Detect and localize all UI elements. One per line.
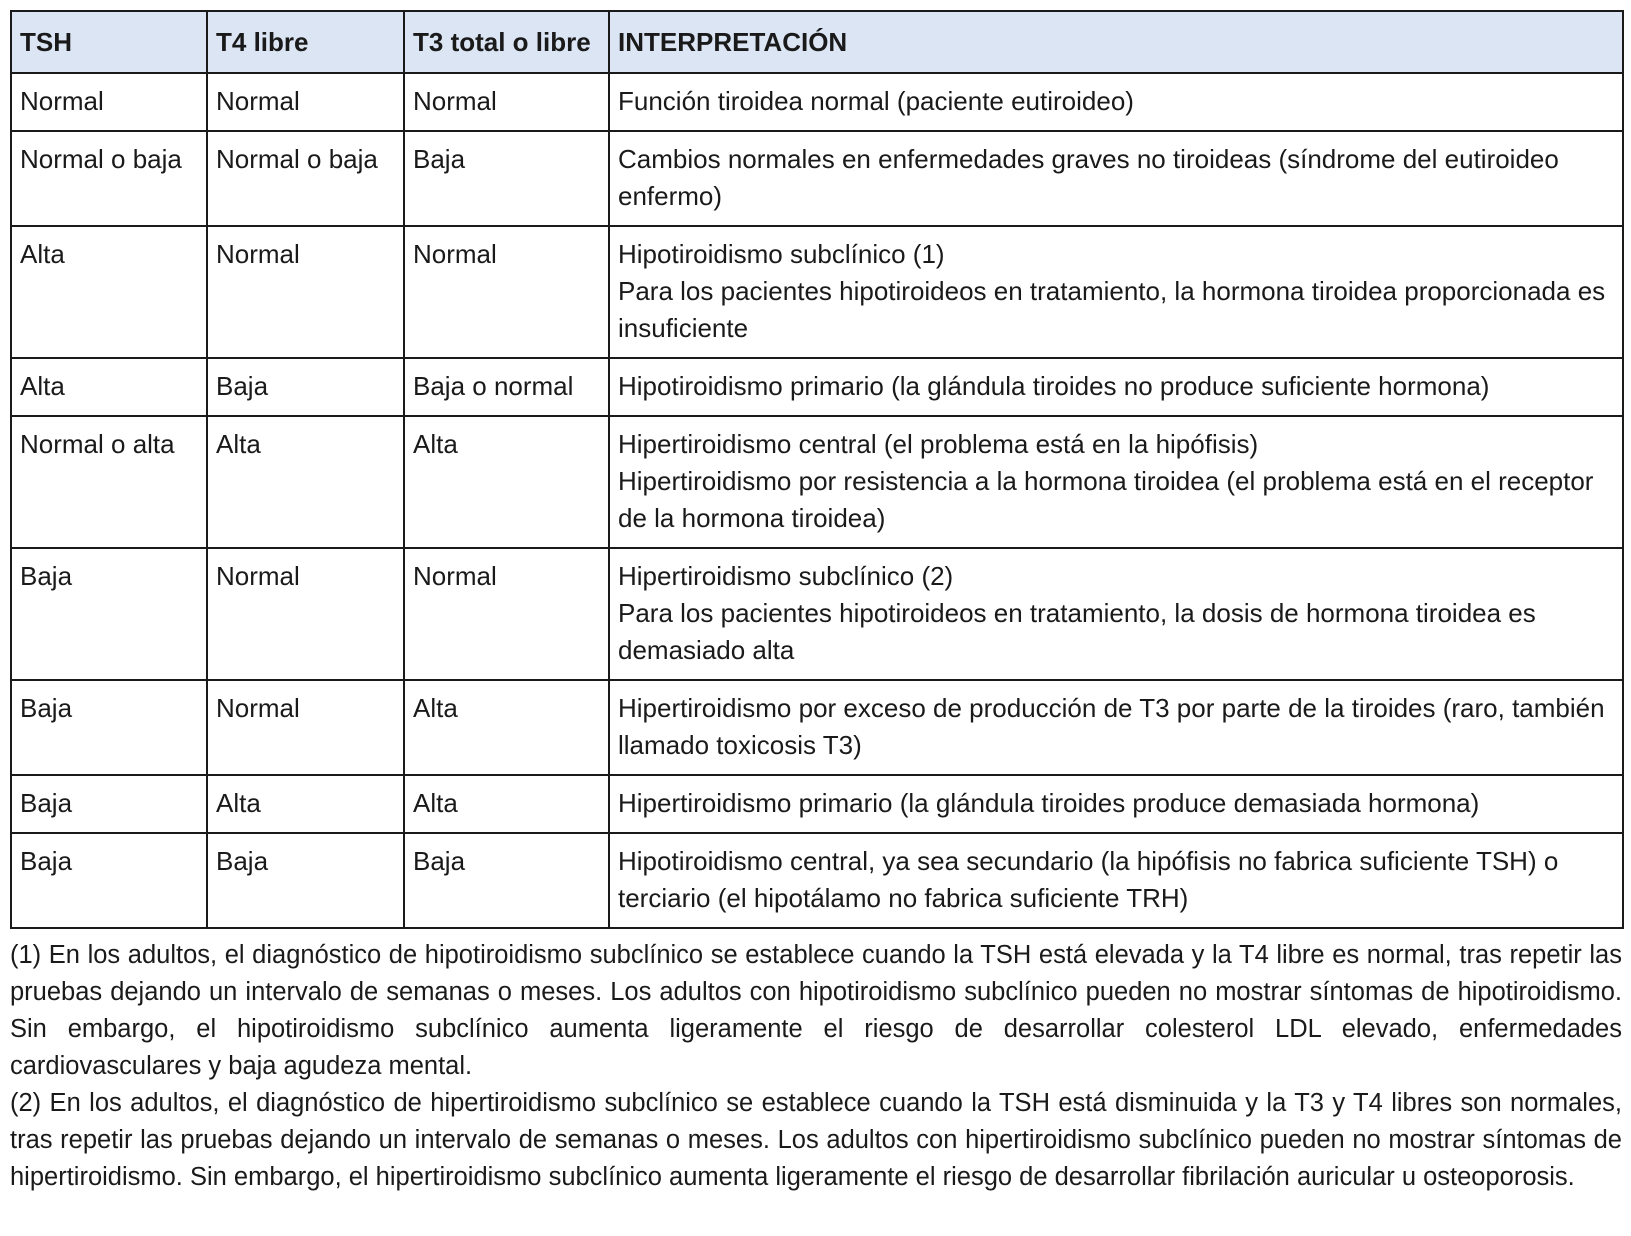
table-row [11,358,1623,416]
document-page [10,10,1622,1196]
cell-interpretation [609,226,1623,358]
interpretation-line: Función tiroidea normal (paciente eutiroideo) [618,86,1134,116]
table-row [11,73,1623,131]
cell-t3: Normal [404,73,609,131]
cell-t3: Normal [404,226,609,358]
cell-t4: Normal o baja [207,131,404,226]
cell-tsh: Normal [11,73,207,131]
header-t3-total-o-libre: T3 total o libre [404,11,609,73]
cell-interpretation [609,548,1623,680]
cell-tsh: Baja [11,833,207,928]
cell-interpretation [609,680,1623,775]
interpretation-line: Hipertiroidismo por resistencia a la hormona tiroidea (el problema está en el receptor de la hormona tiroidea) [618,466,1594,533]
cell-t4: Normal [207,226,404,358]
table-header-row [11,11,1623,73]
cell-t3: Alta [404,416,609,548]
cell-t4: Normal [207,680,404,775]
interpretation-line: Hipertiroidismo por exceso de producción de T3 por parte de la tiroides (raro, también llamado toxicosis T3) [618,693,1605,760]
table-row [11,226,1623,358]
interpretation-line: Para los pacientes hipotiroideos en tratamiento, la hormona tiroidea proporcionada es insuficiente [618,276,1606,343]
cell-t3: Baja o normal [404,358,609,416]
cell-t3: Normal [404,548,609,680]
thyroid-interpretation-table [10,10,1624,929]
cell-t3: Baja [404,131,609,226]
table-row [11,131,1623,226]
footnote-2: (2) En los adultos, el diagnóstico de hipertiroidismo subclínico se establece cuando la TSH está disminuida y la T3 y T4 libres son normales, tras repetir las pruebas dejando un intervalo de semanas o meses. Los adultos con hipertiroidismo subclínico pueden no mostrar síntomas de hipertiroidismo. Sin embargo, el hipertiroidismo subclínico aumenta ligeramente el riesgo de desarrollar fibrilación auricular u osteoporosis. [10,1089,1622,1191]
interpretation-line: Hipotiroidismo central, ya sea secundario (la hipófisis no fabrica suficiente TSH) o terciario (el hipotálamo no fabrica suficiente TRH) [618,846,1559,913]
cell-t4: Baja [207,358,404,416]
cell-tsh: Baja [11,775,207,833]
interpretation-line: Hipertiroidismo primario (la glándula tiroides produce demasiada hormona) [618,788,1480,818]
cell-interpretation [609,358,1623,416]
cell-t3: Alta [404,680,609,775]
cell-tsh: Alta [11,226,207,358]
interpretation-line: Hipotiroidismo subclínico (1) [618,239,945,269]
footnote-1: (1) En los adultos, el diagnóstico de hipotiroidismo subclínico se establece cuando la TSH está elevada y la T4 libre es normal, tras repetir las pruebas dejando un intervalo de semanas o meses. Los adultos con hipotiroidismo subclínico pueden no mostrar síntomas de hipotiroidismo. Sin embargo, el hipotiroidismo subclínico aumenta ligeramente el riesgo de desarrollar colesterol LDL elevado, enfermedades cardiovasculares y baja agudeza mental. [10,941,1622,1080]
cell-tsh: Alta [11,358,207,416]
interpretation-line: Hipertiroidismo subclínico (2) [618,561,954,591]
cell-tsh: Normal o baja [11,131,207,226]
interpretation-line: Hipertiroidismo central (el problema está en la hipófisis) [618,429,1259,459]
cell-t4: Baja [207,833,404,928]
table-row [11,548,1623,680]
cell-t4: Alta [207,775,404,833]
cell-interpretation [609,416,1623,548]
cell-interpretation [609,131,1623,226]
cell-tsh: Baja [11,680,207,775]
header-t4-libre: T4 libre [207,11,404,73]
cell-t4: Alta [207,416,404,548]
cell-t3: Alta [404,775,609,833]
cell-t3: Baja [404,833,609,928]
cell-tsh: Normal o alta [11,416,207,548]
table-row [11,833,1623,928]
footnotes [10,937,1622,1196]
cell-interpretation [609,775,1623,833]
table-row [11,775,1623,833]
header-interpretacion: INTERPRETACIÓN [609,11,1623,73]
header-tsh: TSH [11,11,207,73]
interpretation-line: Hipotiroidismo primario (la glándula tiroides no produce suficiente hormona) [618,371,1490,401]
cell-t4: Normal [207,73,404,131]
cell-t4: Normal [207,548,404,680]
interpretation-line: Para los pacientes hipotiroideos en tratamiento, la dosis de hormona tiroidea es demasiado alta [618,598,1536,665]
table-row [11,680,1623,775]
cell-interpretation [609,833,1623,928]
interpretation-line: Cambios normales en enfermedades graves no tiroideas (síndrome del eutiroideo enfermo) [618,144,1559,211]
table-row [11,416,1623,548]
cell-tsh: Baja [11,548,207,680]
cell-interpretation [609,73,1623,131]
